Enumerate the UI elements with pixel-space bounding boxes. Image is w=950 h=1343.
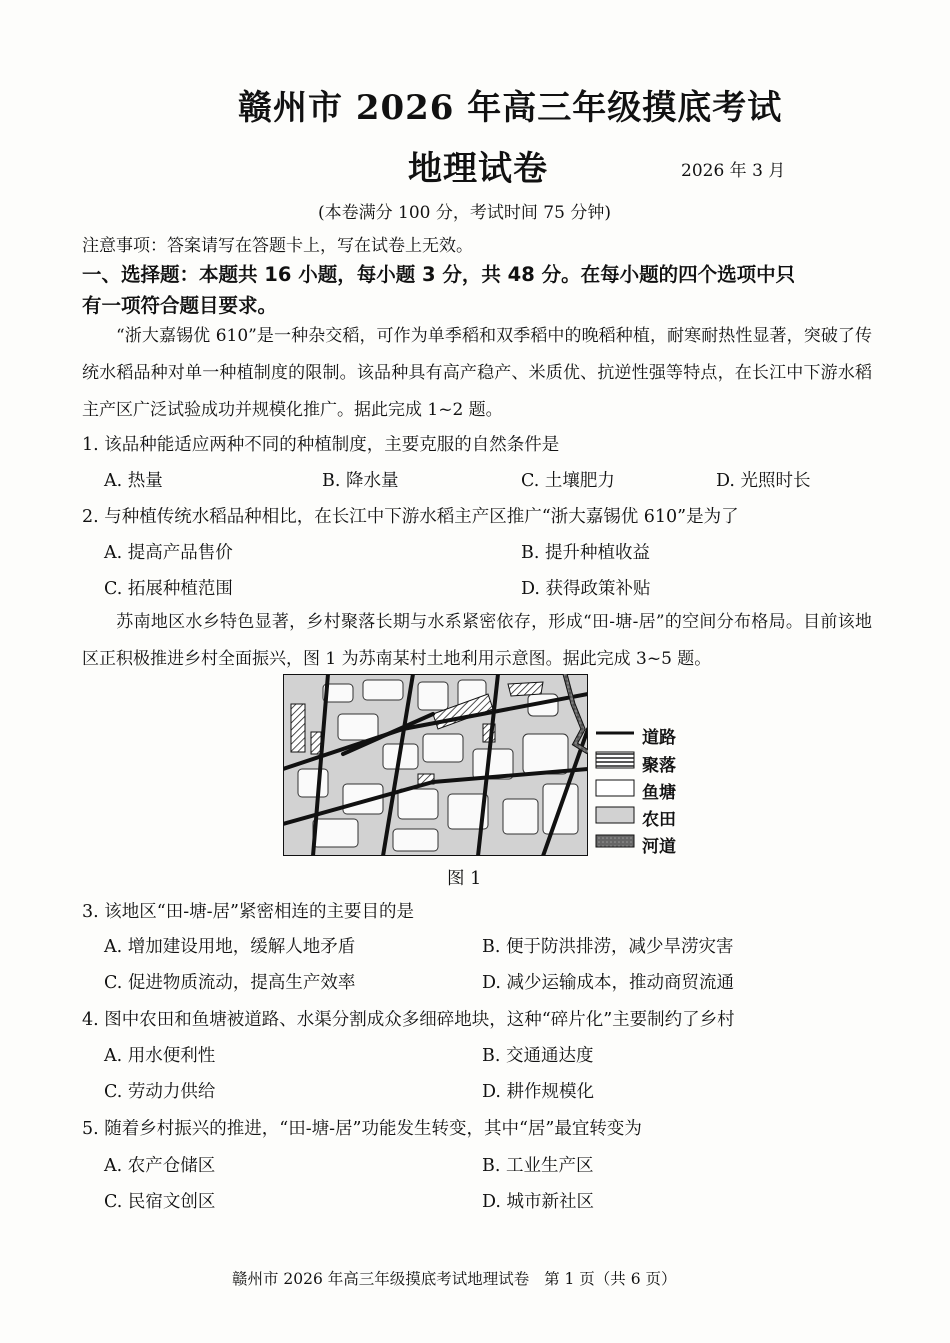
legend-swatches bbox=[594, 725, 638, 853]
q1-option-a[interactable]: A. 热量 bbox=[104, 471, 163, 491]
question-3-stem: 3. 该地区“田-塘-居”紧密相连的主要目的是 bbox=[82, 902, 414, 922]
exam-subject: 地理试卷 bbox=[408, 149, 548, 189]
page-footer: 赣州市 2026 年高三年级摸底考试地理试卷 第 1 页（共 6 页） bbox=[232, 1270, 677, 1288]
q1-option-d[interactable]: D. 光照时长 bbox=[716, 471, 811, 491]
legend-river-label: 河道 bbox=[642, 837, 676, 857]
q4-option-b[interactable]: B. 交通通达度 bbox=[482, 1046, 594, 1066]
q5-option-c[interactable]: C. 民宿文创区 bbox=[104, 1192, 216, 1212]
q5-option-b[interactable]: B. 工业生产区 bbox=[482, 1156, 594, 1176]
legend-farmland-label: 农田 bbox=[642, 810, 676, 830]
legend-road-label: 道路 bbox=[642, 728, 676, 748]
legend-settlement-label: 聚落 bbox=[642, 756, 676, 776]
exam-title: 赣州市 2026 年高三年级摸底考试 bbox=[238, 88, 783, 128]
q2-option-d[interactable]: D. 获得政策补贴 bbox=[521, 579, 651, 599]
q4-option-d[interactable]: D. 耕作规模化 bbox=[482, 1082, 595, 1102]
q3-option-d[interactable]: D. 减少运输成本，推动商贸流通 bbox=[482, 973, 735, 993]
q5-option-a[interactable]: A. 农产仓储区 bbox=[104, 1156, 216, 1176]
q3-option-c[interactable]: C. 促进物质流动，提高生产效率 bbox=[104, 973, 356, 993]
exam-date: 2026 年 3 月 bbox=[681, 161, 786, 181]
q4-option-a[interactable]: A. 用水便利性 bbox=[104, 1046, 216, 1066]
q3-option-a[interactable]: A. 增加建设用地，缓解人地矛盾 bbox=[104, 937, 356, 957]
q1-option-b[interactable]: B. 降水量 bbox=[322, 471, 399, 491]
legend-pond-swatch bbox=[596, 780, 634, 796]
q3-option-b[interactable]: B. 便于防洪排涝，减少旱涝灾害 bbox=[482, 937, 734, 957]
question-4-stem: 4. 图中农田和鱼塘被道路、水渠分割成众多细碎地块，这种“碎片化”主要制约了乡村 bbox=[82, 1010, 735, 1030]
question-1-stem: 1. 该品种能适应两种不同的种植制度，主要克服的自然条件是 bbox=[82, 435, 560, 455]
land-use-map bbox=[283, 674, 588, 856]
q5-option-d[interactable]: D. 城市新社区 bbox=[482, 1192, 595, 1212]
question-5-stem: 5. 随着乡村振兴的推进，“田-塘-居”功能发生转变，其中“居”最宜转变为 bbox=[82, 1119, 642, 1139]
passage-1-text: “浙大嘉锡优 610”是一种杂交稻，可作为单季稻和双季稻中的晚稻种植，耐寒耐热性显著，突破了传统水稻品种对单一种植制度的限制。该品种具有高产稳产、米质优、抗逆性强等特点，在长江中下游水稻主产区广泛试验成功并规模化推广。据此完成 1~2 题。 bbox=[82, 326, 872, 420]
notice: 注意事项：答案请写在答题卡上，写在试卷上无效。 bbox=[82, 236, 473, 256]
q2-option-c[interactable]: C. 拓展种植范围 bbox=[104, 579, 233, 599]
legend-pond-label: 鱼塘 bbox=[642, 783, 676, 803]
legend-farmland-swatch bbox=[596, 807, 634, 823]
q2-option-b[interactable]: B. 提升种植收益 bbox=[521, 543, 650, 563]
passage-1 bbox=[82, 318, 872, 429]
score-note: (本卷满分 100 分，考试时间 75 分钟) bbox=[318, 203, 611, 223]
question-2-stem: 2. 与种植传统水稻品种相比，在长江中下游水稻主产区推广“浙大嘉锡优 610”是为了 bbox=[82, 507, 739, 527]
legend-settlement-swatch bbox=[596, 752, 634, 768]
section-heading-line2: 有一项符合题目要求。 bbox=[82, 294, 278, 317]
section-heading-line1: 一、选择题：本题共 16 小题，每小题 3 分，共 48 分。在每小题的四个选项中只 bbox=[82, 263, 796, 286]
q2-option-a[interactable]: A. 提高产品售价 bbox=[104, 543, 233, 563]
passage-2 bbox=[82, 604, 872, 678]
legend-river-swatch bbox=[596, 835, 634, 847]
q4-option-c[interactable]: C. 劳动力供给 bbox=[104, 1082, 216, 1102]
passage-2-text: 苏南地区水乡特色显著，乡村聚落长期与水系紧密依存，形成“田-塘-居”的空间分布格局。目前该地区正积极推进乡村全面振兴，图 1 为苏南某村土地利用示意图。据此完成 3~5 题。 bbox=[82, 612, 872, 669]
figure-caption: 图 1 bbox=[447, 869, 482, 889]
q1-option-c[interactable]: C. 土壤肥力 bbox=[521, 471, 615, 491]
